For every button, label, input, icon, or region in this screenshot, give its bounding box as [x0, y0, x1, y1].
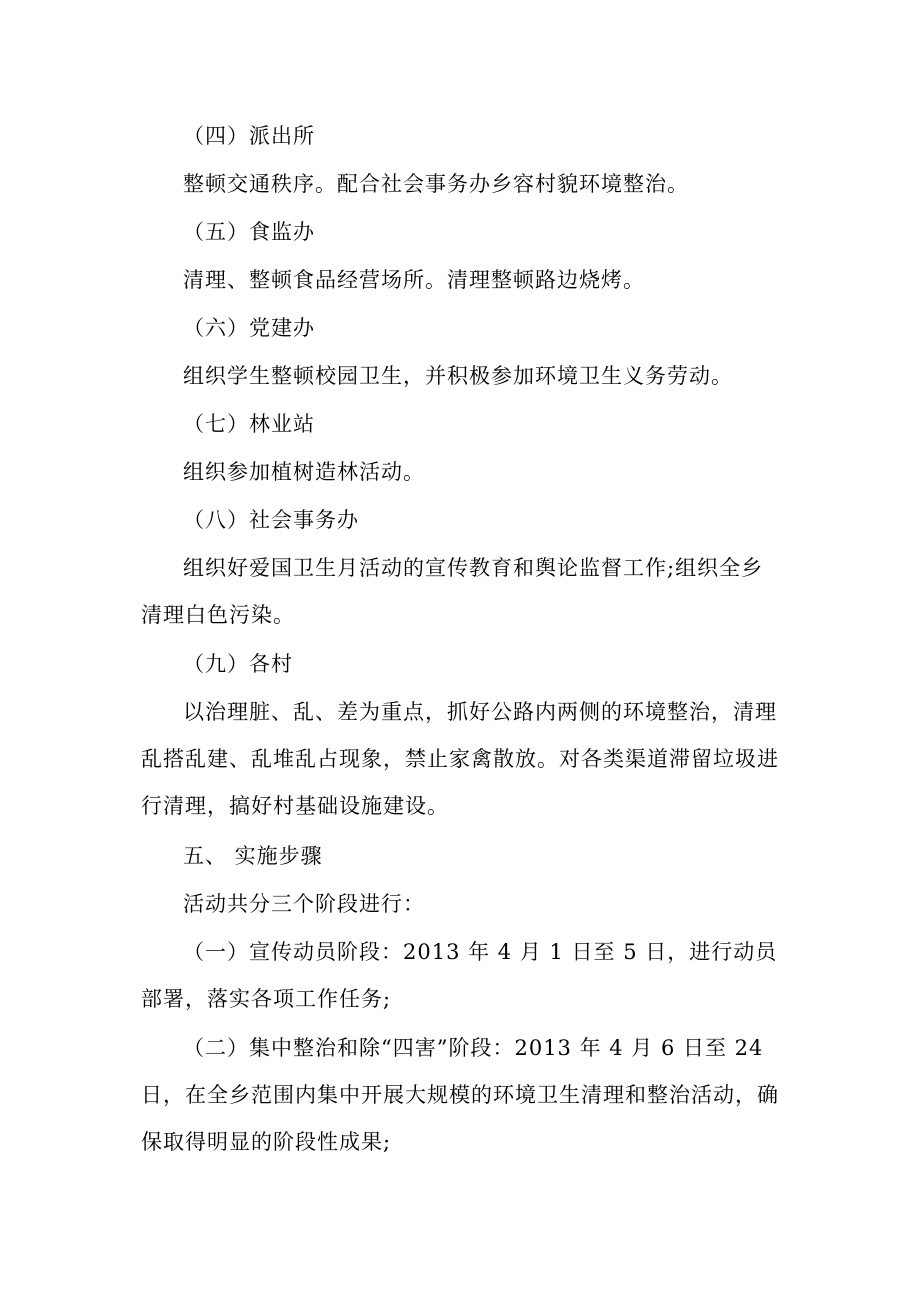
- paragraph-food-supervision-duties: 清理、整顿食品经营场所。清理整顿路边烧烤。: [183, 268, 645, 292]
- paragraph-stage-two: （二）集中整治和除“四害”阶段：2013 年 4 月 6 日至 24 日，在全乡范围内集中开展大规模的环境卫生清理和整治活动，确保取得明显的阶段性成果;: [141, 1036, 779, 1154]
- paragraph-three-stages: 活动共分三个阶段进行：: [183, 892, 425, 916]
- paragraph-police-duties: 整顿交通秩序。配合社会事务办乡容村貌环境整治。: [183, 172, 689, 196]
- section-heading-food-supervision: （五）食监办: [183, 220, 315, 244]
- section-heading-villages: （九）各村: [183, 652, 293, 676]
- paragraph-social-affairs-duties: 组织好爱国卫生月活动的宣传教育和舆论监督工作;组织全乡清理白色污染。: [141, 556, 764, 627]
- section-heading-police-station: （四）派出所: [183, 124, 315, 148]
- section-heading-social-affairs: （八）社会事务办: [183, 508, 359, 532]
- paragraph-party-building-duties: 组织学生整顿校园卫生，并积极参加环境卫生义务劳动。: [183, 364, 733, 388]
- paragraph-forestry-duties: 组织参加植树造林活动。: [183, 460, 425, 484]
- section-heading-party-building: （六）党建办: [183, 316, 315, 340]
- paragraph-villages-duties: 以治理脏、乱、差为重点，抓好公路内两侧的环境整治，清理乱搭乱建、乱堆乱占现象，禁止家禽散放。对各类渠道滞留垃圾进行清理，搞好村基础设施建设。: [141, 700, 779, 818]
- section-heading-implementation-steps: 五、 实施步骤: [183, 844, 323, 868]
- section-heading-forestry-station: （七）林业站: [183, 412, 315, 436]
- paragraph-stage-one: （一）宣传动员阶段：2013 年 4 月 1 日至 5 日，进行动员部署，落实各项工作任务;: [141, 940, 778, 1011]
